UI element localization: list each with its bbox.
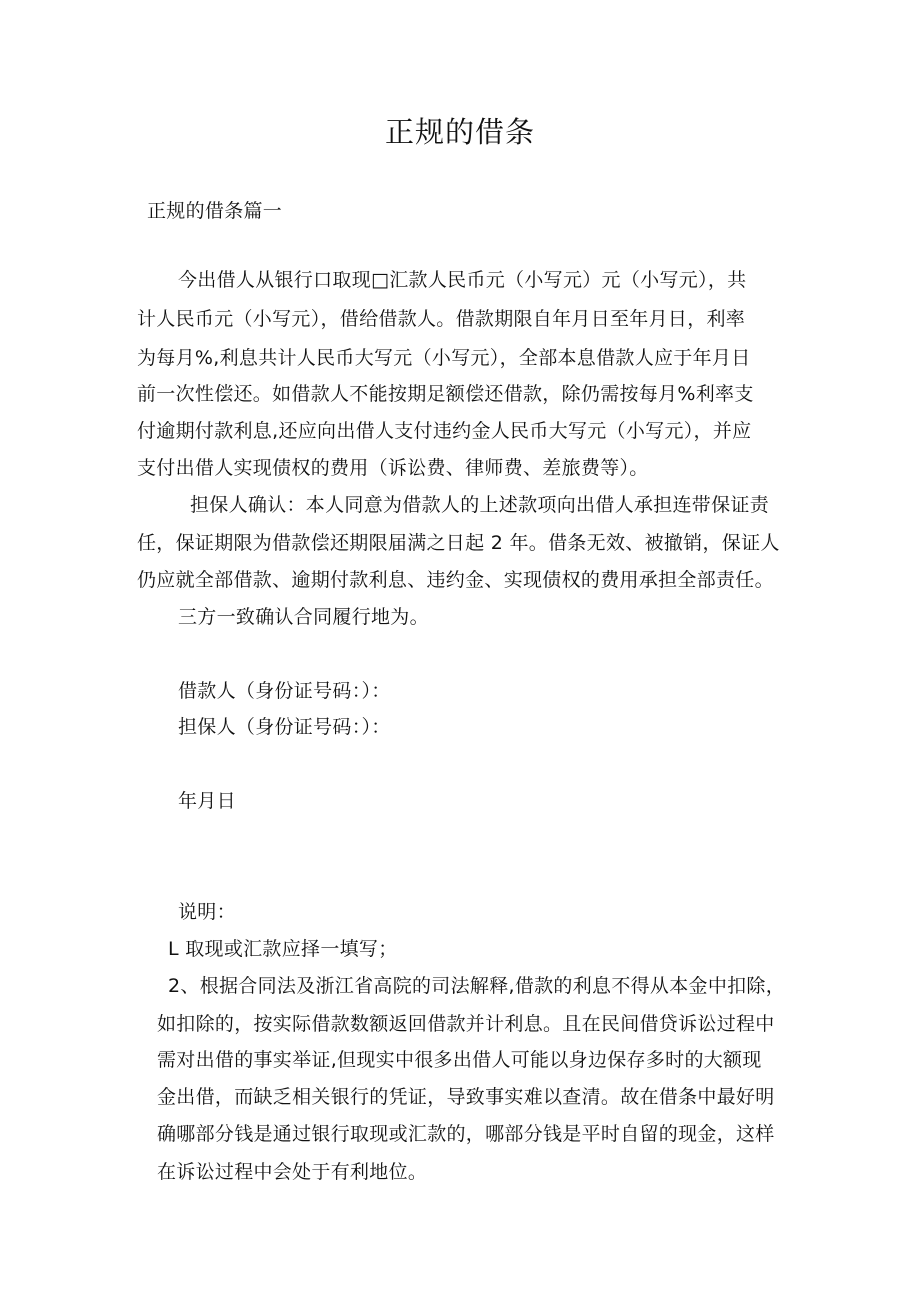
paragraph2-line: 担保人确认：本人同意为借款人的上述款项向出借人承担连带保证责: [190, 494, 770, 516]
borrower-signature-line: 借款人（身份证号码：）：: [178, 680, 391, 702]
notes-heading: 说明：: [178, 901, 236, 923]
paragraph1-line: 支付出借人实现债权的费用（诉讼费、律师费、差旅费等）。: [137, 457, 649, 479]
note-2-line: 2、根据合同法及浙江省高院的司法解释,借款的利息不得从本金中扣除，: [168, 975, 786, 997]
guarantor-signature-line: 担保人（身份证号码：）：: [178, 716, 391, 738]
paragraph1-line: 计人民币元（小写元），借给借款人。借款期限自年月日至年月日，利率: [137, 308, 746, 330]
paragraph1-line: 今出借人从银行口取现□汇款人民币元（小写元）元（小写元），共: [178, 269, 747, 291]
paragraph1-line: 前一次性偿还。如借款人不能按期足额偿还借款，除仍需按每月%利率支: [137, 383, 754, 405]
date-line: 年月日: [178, 790, 236, 812]
agreement-line: 三方一致确认合同履行地为。: [178, 606, 429, 628]
paragraph1-line: 付逾期付款利息,还应向出借人支付违约金人民币大写元（小写元），并应: [137, 420, 752, 442]
note-2-line: 如扣除的，按实际借款数额返回借款并计利息。且在民间借贷诉讼过程中: [157, 1013, 775, 1035]
note-2-line: 需对出借的事实举证,但现实中很多出借人可能以身边保存多时的大额现: [157, 1049, 762, 1071]
paragraph2-line: 仍应就全部借款、逾期付款利息、违约金、实现债权的费用承担全部责任。: [137, 569, 774, 591]
section-subtitle: 正规的借条篇一: [147, 200, 283, 222]
note-2-line: 确哪部分钱是通过银行取现或汇款的，哪部分钱是平时自留的现金，这样: [157, 1123, 775, 1145]
note-2-line: 在诉讼过程中会处于有利地位。: [157, 1161, 428, 1183]
paragraph2-line: 任，保证期限为借款偿还期限届满之日起 2 年。借条无效、被撤销，保证人: [137, 532, 780, 554]
note-2-line: 金出借，而缺乏相关银行的凭证，导致事实难以查清。故在借条中最好明: [157, 1086, 775, 1108]
paragraph1-line: 为每月%,利息共计人民币大写元（小写元），全部本息借款人应于年月日: [137, 347, 751, 369]
document-title: 正规的借条: [384, 115, 535, 149]
note-1: L 取现或汇款应择一填写；: [168, 938, 398, 960]
